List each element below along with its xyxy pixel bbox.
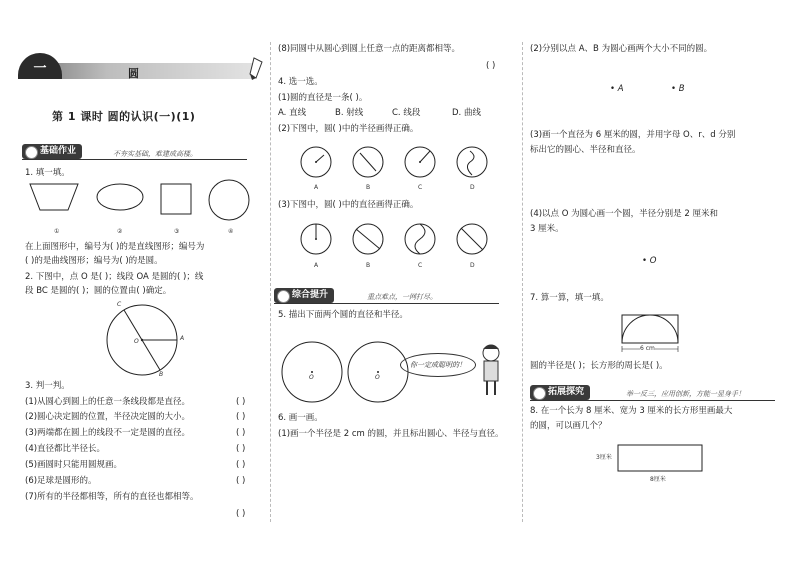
q8-width-label: 3厘米 (596, 454, 612, 461)
judgment-5: (5)画圆时只能用圆规画。 (25, 460, 123, 470)
q4-3-circles (300, 222, 490, 258)
q4-3-label-c: C (418, 262, 423, 269)
q3-title: 3. 判一判。 (25, 381, 70, 391)
label-o: O (134, 338, 139, 345)
q4-3: (3)下图中，圆( )中的直径画得正确。 (278, 200, 419, 210)
section-extension-label: 拓展探究 (548, 387, 585, 397)
q8-rectangle (617, 444, 703, 474)
section-basic-badge (22, 144, 82, 159)
q4-1-option-c: C. 线段 (392, 108, 421, 118)
section-extension-badge (530, 385, 590, 400)
point-a-label: A (617, 84, 624, 94)
point-a: • A (610, 84, 624, 94)
shape-label-4: ④ (228, 228, 234, 235)
student-icon (533, 387, 546, 400)
pencil-icon (250, 58, 264, 80)
column-divider-right (522, 42, 523, 522)
q4-2-label-b: B (366, 184, 371, 191)
chapter-title: 圆 (128, 67, 139, 80)
q4-1-option-b: B. 射线 (335, 108, 364, 118)
point-b-label: B (678, 84, 685, 94)
judgment-5-answer[interactable]: ( ) (236, 460, 246, 470)
q7-title: 7. 算一算，填一填。 (530, 293, 609, 303)
judgment-3: (3)两端都在圆上的线段不一定是圆的直径。 (25, 428, 191, 438)
q4-2-label-a: A (314, 184, 319, 191)
judgment-8: (8)同圆中从圆心到圆上任意一点的距离都相等。 (278, 44, 461, 54)
q4-2: (2)下图中，圆( )中的半径画得正确。 (278, 124, 419, 134)
shape-label-1: ① (54, 228, 60, 235)
q6-3-line1: (3)画一个直径为 6 厘米的圆，并用字母 O、r、d 分别 (530, 130, 736, 140)
student-icon (277, 290, 290, 303)
student-mascot-icon (478, 343, 504, 399)
judgment-7-answer[interactable]: ( ) (236, 509, 246, 519)
q4-1-option-d: D. 曲线 (452, 108, 481, 118)
label-b: B (159, 371, 164, 378)
judgment-2-answer[interactable]: ( ) (236, 412, 246, 422)
q4-2-label-c: C (418, 184, 423, 191)
q2-line2: 段 BC 是圆的( )；圆的位置由( )确定。 (25, 286, 172, 296)
q8-line1: 8. 在一个长为 8 厘米、宽为 3 厘米的长方形里画最大 (530, 406, 733, 416)
section-basic-note: 不夯实基础，难建成高楼。 (113, 150, 197, 158)
student-icon (25, 146, 38, 159)
q5-center-label-2: O (375, 374, 380, 381)
q4-3-label-a: A (314, 262, 319, 269)
q1-line2: ( )的是曲线图形；编号为( )的是圆。 (25, 256, 163, 266)
judgment-6: (6)足球是圆形的。 (25, 476, 97, 486)
chapter-number: 一 (18, 53, 62, 79)
q2-line1: 2. 下图中，点 O 是( )；线段 OA 是圆的( )；线 (25, 272, 204, 282)
trapezoid-shape (30, 184, 78, 210)
q6-4-line1: (4)以点 O 为圆心画一个圆，半径分别是 2 厘米和 (530, 209, 718, 219)
q1-shapes (30, 180, 250, 236)
q4-title: 4. 选一选。 (278, 77, 323, 87)
judgment-2: (2)圆心决定圆的位置，半径决定圆的大小。 (25, 412, 191, 422)
q5-circles (280, 338, 400, 408)
section-comprehensive-label: 综合提升 (292, 290, 329, 300)
judgment-1: (1)从圆心到圆上的任意一条线段都是直径。 (25, 397, 191, 407)
q5-title: 5. 描出下面两个圆的直径和半径。 (278, 310, 408, 320)
section-basic-label: 基础作业 (40, 146, 77, 156)
label-a: A (180, 335, 185, 342)
lesson-title: 第 1 课时 圆的认识(一)(1) (52, 110, 196, 123)
q4-1: (1)圆的直径是一条( )。 (278, 93, 368, 103)
q5-center-label-1: O (309, 374, 314, 381)
q4-1-option-a: A. 直线 (278, 108, 307, 118)
judgment-6-answer[interactable]: ( ) (236, 476, 246, 486)
q6-1: (1)画一个半径是 2 cm 的圆，并且标出圆心、半径与直径。 (278, 429, 504, 439)
q4-2-circles (300, 145, 490, 181)
q6-title: 6. 画一画。 (278, 413, 323, 423)
shape-label-2: ② (117, 228, 123, 235)
section-extension-note: 举一反三，应用创新，方能一显身手！ (626, 390, 745, 398)
q6-3-line2: 标出它的圆心、半径和直径。 (530, 145, 641, 155)
column-divider-left (270, 42, 271, 522)
judgment-4-answer[interactable]: ( ) (236, 444, 246, 454)
q1-title: 1. 填一填。 (25, 168, 70, 178)
q7-answer: 圆的半径是( )；长方形的周长是( )。 (530, 361, 668, 371)
section-comprehensive-note: 重点难点，一网打尽。 (367, 293, 437, 301)
q8-length-label: 8厘米 (650, 476, 666, 483)
q4-3-label-d: D (470, 262, 475, 269)
ellipse-shape (97, 184, 143, 210)
point-o: • O (642, 256, 657, 266)
circle-shape (209, 180, 249, 220)
judgment-3-answer[interactable]: ( ) (236, 428, 246, 438)
q4-3-label-b: B (366, 262, 371, 269)
section-comprehensive-rule (274, 303, 499, 304)
judgment-1-answer[interactable]: ( ) (236, 397, 246, 407)
judgment-4: (4)直径都比半径长。 (25, 444, 106, 454)
q8-line2: 的圆，可以画几个？ (530, 421, 607, 431)
q7-width-label: 6 cm (640, 345, 655, 352)
section-comprehensive-badge (274, 288, 334, 303)
q6-2: (2)分别以点 A、B 为圆心画两个大小不同的圆。 (530, 44, 713, 54)
judgment-8-answer[interactable]: ( ) (486, 61, 496, 71)
square-shape (161, 184, 191, 214)
q2-circle-diagram (102, 302, 185, 382)
q1-line1: 在上面图形中，编号为( )的是直线图形；编号为 (25, 242, 205, 252)
q6-4-line2: 3 厘米。 (530, 224, 564, 234)
section-basic-rule (22, 159, 247, 160)
speech-bubble: 你一定成聪明的！ (400, 353, 476, 377)
q4-2-label-d: D (470, 184, 475, 191)
point-o-label: O (649, 256, 657, 266)
judgment-7: (7)所有的半径都相等，所有的直径也都相等。 (25, 492, 199, 502)
section-extension-rule (530, 400, 775, 401)
label-c: C (117, 301, 122, 308)
point-b: • B (671, 84, 685, 94)
shape-label-3: ③ (174, 228, 180, 235)
